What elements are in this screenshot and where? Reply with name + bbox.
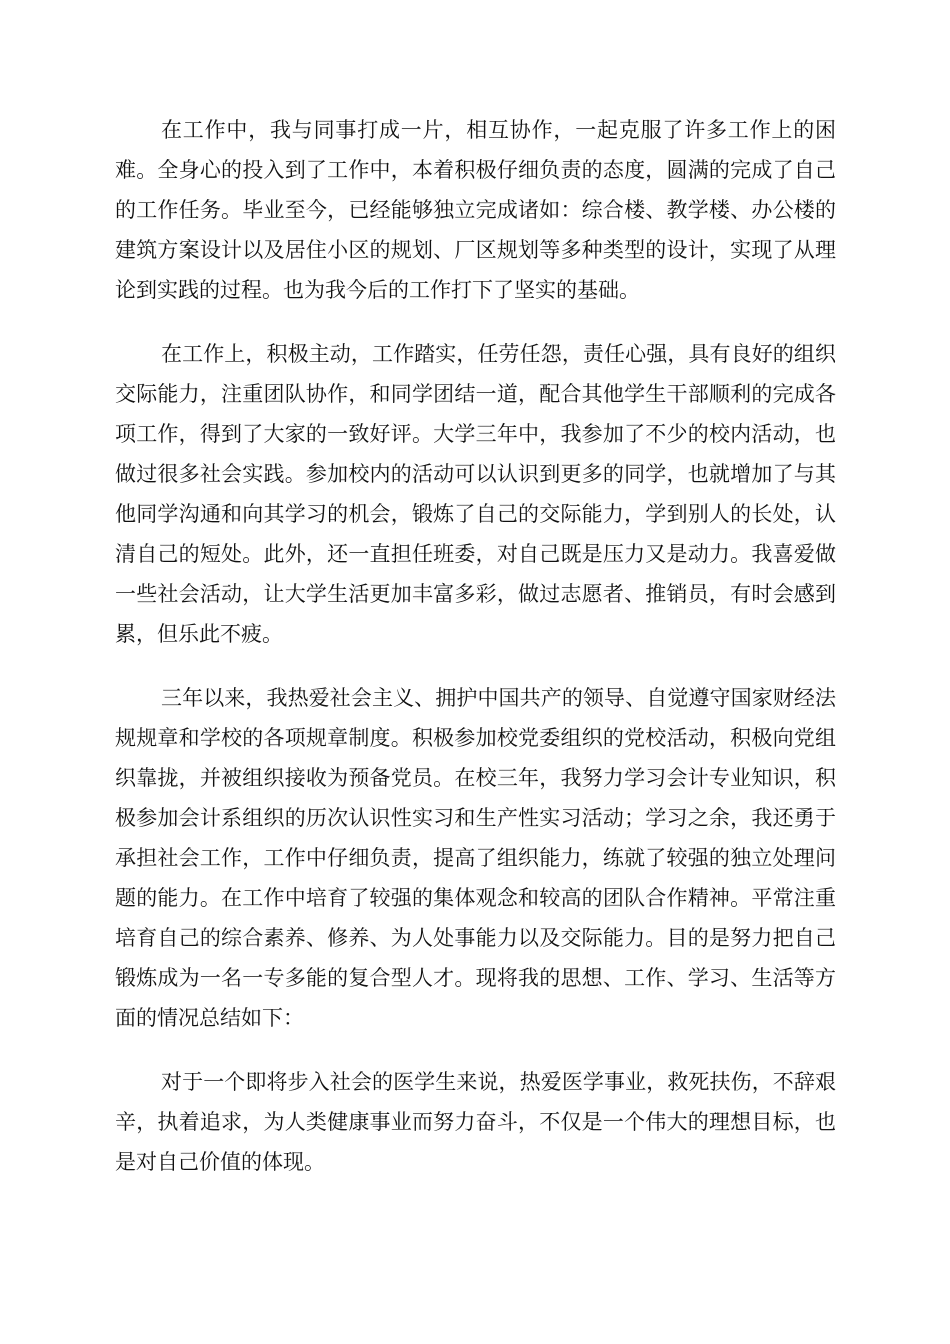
document-body [115,110,836,1206]
paragraph-4: 对于一个即将步入社会的医学生来说，热爱医学事业，救死扶伤，不辞艰辛，执着追求，为人类健康事业而努力奋斗，不仅是一个伟大的理想目标，也是对自己价值的体现。 [115,1070,836,1174]
paragraph-3: 三年以来，我热爱社会主义、拥护中国共产的领导、自觉遵守国家财经法规规章和学校的各项规章制度。积极参加校党委组织的党校活动，积极向党组织靠拢，并被组织接收为预备党员。在校三年，我努力学习会计专业知识，积极参加会计系组织的历次认识性实习和生产性实习活动；学习之余，我还勇于承担社会工作，工作中仔细负责，提高了组织能力，练就了较强的独立处理问题的能力。在工作中培育了较强的集体观念和较高的团队合作精神。平常注重培育自己的综合素养、修养、为人处事能力以及交际能力。目的是努力把自己锻炼成为一名一专多能的复合型人才。现将我的思想、工作、学习、生活等方面的情况总结如下： [115,686,836,1030]
paragraph-1: 在工作中，我与同事打成一片，相互协作，一起克服了许多工作上的困难。全身心的投入到了工作中，本着积极仔细负责的态度，圆满的完成了自己的工作任务。毕业至今，已经能够独立完成诸如：综合楼、教学楼、办公楼的建筑方案设计以及居住小区的规划、厂区规划等多种类型的设计，实现了从理论到实践的过程。也为我今后的工作打下了坚实的基础。 [115,118,836,302]
paragraph-2: 在工作上，积极主动，工作踏实，任劳任怨，责任心强，具有良好的组织交际能力，注重团队协作，和同学团结一道，配合其他学生干部顺利的完成各项工作，得到了大家的一致好评。大学三年中，我参加了不少的校内活动，也做过很多社会实践。参加校内的活动可以认识到更多的同学，也就增加了与其他同学沟通和向其学习的机会，锻炼了自己的交际能力，学到别人的长处，认清自己的短处。此外，还一直担任班委，对自己既是压力又是动力。我喜爱做一些社会活动，让大学生活更加丰富多彩，做过志愿者、推销员，有时会感到累，但乐此不疲。 [115,342,836,646]
